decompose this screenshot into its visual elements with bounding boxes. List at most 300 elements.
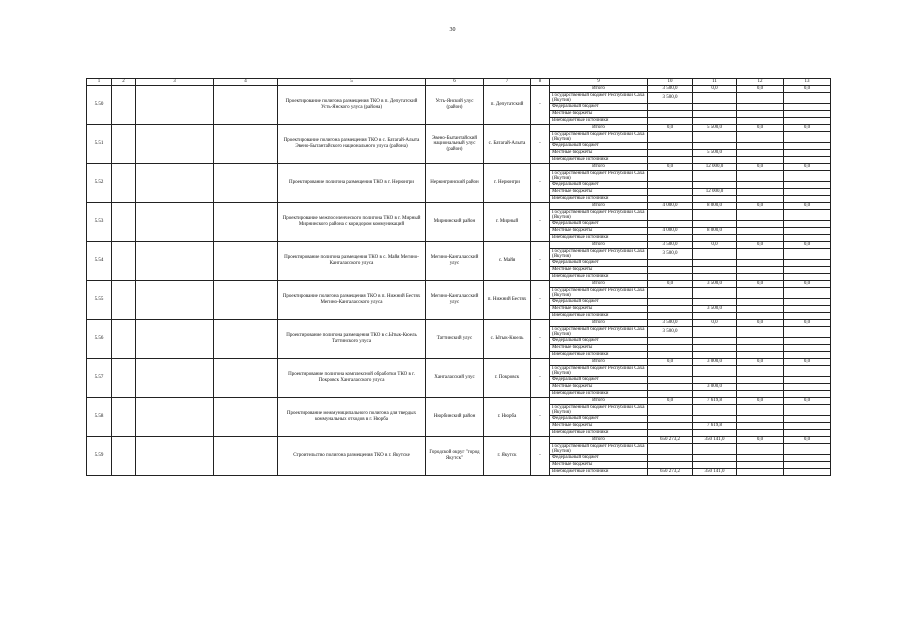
locality: г. Нюрба bbox=[484, 398, 531, 437]
amount-cell bbox=[737, 132, 784, 143]
amount-cell bbox=[693, 260, 737, 267]
amount-cell bbox=[784, 338, 831, 345]
col8-value: - bbox=[531, 203, 550, 242]
locality: г. Якутск bbox=[484, 437, 531, 476]
amount-cell: 350 141,0 bbox=[693, 469, 737, 476]
amount-cell bbox=[648, 462, 693, 469]
amount-cell bbox=[737, 462, 784, 469]
amount-cell: 0,0 bbox=[784, 242, 831, 249]
amount-cell: 0,0 bbox=[784, 86, 831, 93]
funding-source: Федеральный бюджет bbox=[550, 221, 648, 228]
amount-cell bbox=[693, 182, 737, 189]
header-row bbox=[87, 79, 831, 86]
amount-cell bbox=[737, 196, 784, 203]
amount-cell bbox=[693, 455, 737, 462]
amount-cell bbox=[784, 306, 831, 313]
amount-cell bbox=[693, 221, 737, 228]
amount-cell bbox=[648, 182, 693, 189]
district: Усть-Янский улус (район) bbox=[426, 86, 484, 125]
amount-cell bbox=[784, 423, 831, 430]
empty-cell bbox=[136, 359, 214, 398]
funding-source: Внебюджетные источники bbox=[550, 313, 648, 320]
amount-cell bbox=[784, 132, 831, 143]
amount-cell bbox=[693, 132, 737, 143]
funding-source: Федеральный бюджет bbox=[550, 338, 648, 345]
header-cell: 6 bbox=[426, 79, 484, 86]
amount-cell bbox=[648, 267, 693, 274]
amount-cell: 0,0 bbox=[737, 164, 784, 171]
amount-cell: 0,0 bbox=[737, 125, 784, 132]
funding-source: Государственный бюджет Республики Саха (Якутия) bbox=[550, 405, 648, 416]
amount-cell bbox=[693, 405, 737, 416]
amount-cell bbox=[693, 93, 737, 104]
amount-cell bbox=[693, 391, 737, 398]
header-cell: 8 bbox=[531, 79, 550, 86]
empty-cell bbox=[214, 203, 278, 242]
amount-cell bbox=[784, 157, 831, 164]
amount-cell bbox=[693, 267, 737, 274]
empty-cell bbox=[112, 281, 136, 320]
amount-cell bbox=[737, 260, 784, 267]
amount-cell bbox=[784, 327, 831, 338]
amount-cell bbox=[648, 345, 693, 352]
funding-source: Итого bbox=[550, 164, 648, 171]
amount-cell bbox=[784, 111, 831, 118]
amount-cell bbox=[737, 118, 784, 125]
funding-source: Местные бюджеты bbox=[550, 462, 648, 469]
header-cell: 13 bbox=[784, 79, 831, 86]
row-number: 5.59 bbox=[87, 437, 112, 476]
amount-cell bbox=[648, 260, 693, 267]
amount-cell: 0,0 bbox=[737, 203, 784, 210]
empty-cell bbox=[214, 359, 278, 398]
funding-source: Федеральный бюджет bbox=[550, 377, 648, 384]
funding-source: Внебюджетные источники bbox=[550, 157, 648, 164]
locality: с. Ытык-Кюель bbox=[484, 320, 531, 359]
empty-cell bbox=[214, 86, 278, 125]
locality: п. Нижний Бестях bbox=[484, 281, 531, 320]
funding-source: Федеральный бюджет bbox=[550, 416, 648, 423]
amount-cell bbox=[784, 118, 831, 125]
funding-source: Итого bbox=[550, 242, 648, 249]
amount-cell bbox=[737, 423, 784, 430]
amount-cell bbox=[737, 189, 784, 196]
amount-cell bbox=[648, 384, 693, 391]
amount-cell bbox=[648, 444, 693, 455]
amount-cell bbox=[648, 391, 693, 398]
amount-cell: 3 000,0 bbox=[693, 384, 737, 391]
object-name: Строительство полигона размещения ТКО в г. Якутске bbox=[278, 437, 426, 476]
amount-cell bbox=[648, 377, 693, 384]
amount-cell: 7 619,8 bbox=[693, 398, 737, 405]
empty-cell bbox=[136, 437, 214, 476]
object-name: Проектирование полигона размещения ТКО в п. Депутатский Усть-Янского улуса (района) bbox=[278, 86, 426, 125]
amount-cell bbox=[737, 210, 784, 221]
amount-cell bbox=[737, 93, 784, 104]
table-row bbox=[87, 398, 831, 405]
amount-cell bbox=[648, 352, 693, 359]
funding-source: Государственный бюджет Республики Саха (Якутия) bbox=[550, 366, 648, 377]
amount-cell bbox=[737, 299, 784, 306]
funding-source: Местные бюджеты bbox=[550, 423, 648, 430]
table-row bbox=[87, 125, 831, 132]
object-name: Проектирование полигона размещения ТКО в с. Батагай-Алыта Эвено-Бытантайского национального улуса (района) bbox=[278, 125, 426, 164]
funding-source: Внебюджетные источники bbox=[550, 235, 648, 242]
amount-cell: 0,0 bbox=[648, 164, 693, 171]
header-cell: 4 bbox=[214, 79, 278, 86]
amount-cell bbox=[693, 196, 737, 203]
amount-cell bbox=[648, 210, 693, 221]
empty-cell bbox=[112, 359, 136, 398]
funding-source: Итого bbox=[550, 320, 648, 327]
amount-cell bbox=[693, 143, 737, 150]
funding-source: Местные бюджеты bbox=[550, 384, 648, 391]
empty-cell bbox=[136, 242, 214, 281]
amount-cell bbox=[737, 143, 784, 150]
amount-cell bbox=[737, 104, 784, 111]
header-cell: 7 bbox=[484, 79, 531, 86]
empty-cell bbox=[214, 281, 278, 320]
funding-source: Внебюджетные источники bbox=[550, 274, 648, 281]
table-row bbox=[87, 242, 831, 249]
amount-cell: 0,0 bbox=[737, 398, 784, 405]
funding-source: Федеральный бюджет bbox=[550, 143, 648, 150]
amount-cell bbox=[737, 455, 784, 462]
col8-value: - bbox=[531, 398, 550, 437]
funding-source: Внебюджетные источники bbox=[550, 118, 648, 125]
amount-cell: 4 000,0 bbox=[648, 228, 693, 235]
funding-source: Внебюджетные источники bbox=[550, 430, 648, 437]
empty-cell bbox=[214, 437, 278, 476]
table-row bbox=[87, 203, 831, 210]
amount-cell bbox=[737, 274, 784, 281]
amount-cell bbox=[648, 274, 693, 281]
amount-cell: 0,0 bbox=[784, 164, 831, 171]
empty-cell bbox=[112, 437, 136, 476]
amount-cell bbox=[648, 338, 693, 345]
amount-cell bbox=[648, 171, 693, 182]
table-row bbox=[87, 86, 831, 93]
funding-source: Внебюджетные источники bbox=[550, 196, 648, 203]
amount-cell bbox=[648, 189, 693, 196]
amount-cell bbox=[737, 377, 784, 384]
amount-cell bbox=[737, 338, 784, 345]
amount-cell bbox=[784, 267, 831, 274]
amount-cell: 7 619,8 bbox=[693, 423, 737, 430]
funding-source: Внебюджетные источники bbox=[550, 391, 648, 398]
amount-cell bbox=[737, 430, 784, 437]
amount-cell bbox=[693, 352, 737, 359]
amount-cell bbox=[737, 249, 784, 260]
amount-cell: 3 500,0 bbox=[693, 306, 737, 313]
amount-cell bbox=[693, 111, 737, 118]
amount-cell bbox=[784, 288, 831, 299]
row-number: 5.58 bbox=[87, 398, 112, 437]
row-number: 5.51 bbox=[87, 125, 112, 164]
amount-cell bbox=[737, 313, 784, 320]
amount-cell bbox=[693, 377, 737, 384]
amount-cell: 8 000,0 bbox=[693, 228, 737, 235]
object-name: Проектирование полигона размещения ТКО в п. Нижний Бестях Мегино-Кангаласского улуса bbox=[278, 281, 426, 320]
district: Мегино-Кангаласский улус bbox=[426, 242, 484, 281]
funding-source: Государственный бюджет Республики Саха (Якутия) bbox=[550, 132, 648, 143]
amount-cell bbox=[648, 299, 693, 306]
header-cell: 9 bbox=[550, 79, 648, 86]
amount-cell bbox=[693, 274, 737, 281]
amount-cell bbox=[648, 111, 693, 118]
locality: г. Нерюнгри bbox=[484, 164, 531, 203]
amount-cell bbox=[784, 150, 831, 157]
col8-value: - bbox=[531, 86, 550, 125]
locality: г. Покровск bbox=[484, 359, 531, 398]
amount-cell: 3 500,0 bbox=[648, 93, 693, 104]
amount-cell bbox=[648, 118, 693, 125]
amount-cell: 0,0 bbox=[693, 320, 737, 327]
table-row bbox=[87, 281, 831, 288]
amount-cell bbox=[693, 235, 737, 242]
funding-source: Итого bbox=[550, 281, 648, 288]
district: Хангаласский улус bbox=[426, 359, 484, 398]
row-number: 5.56 bbox=[87, 320, 112, 359]
amount-cell bbox=[648, 104, 693, 111]
program-table bbox=[86, 78, 831, 476]
empty-cell bbox=[136, 164, 214, 203]
amount-cell bbox=[784, 171, 831, 182]
amount-cell: 0,0 bbox=[648, 398, 693, 405]
funding-source: Итого bbox=[550, 125, 648, 132]
amount-cell bbox=[693, 416, 737, 423]
amount-cell bbox=[784, 416, 831, 423]
amount-cell bbox=[784, 143, 831, 150]
amount-cell: 4 000,0 bbox=[648, 203, 693, 210]
amount-cell bbox=[648, 313, 693, 320]
amount-cell bbox=[784, 455, 831, 462]
amount-cell bbox=[737, 345, 784, 352]
amount-cell: 0,0 bbox=[648, 359, 693, 366]
col8-value: - bbox=[531, 437, 550, 476]
amount-cell bbox=[737, 327, 784, 338]
amount-cell bbox=[648, 288, 693, 299]
amount-cell bbox=[648, 416, 693, 423]
amount-cell bbox=[784, 228, 831, 235]
amount-cell bbox=[737, 391, 784, 398]
amount-cell bbox=[737, 171, 784, 182]
amount-cell bbox=[693, 313, 737, 320]
col8-value: - bbox=[531, 320, 550, 359]
amount-cell bbox=[693, 157, 737, 164]
amount-cell bbox=[737, 306, 784, 313]
amount-cell: 0,0 bbox=[737, 86, 784, 93]
amount-cell bbox=[648, 150, 693, 157]
amount-cell bbox=[693, 299, 737, 306]
amount-cell bbox=[693, 327, 737, 338]
empty-cell bbox=[112, 398, 136, 437]
amount-cell bbox=[784, 235, 831, 242]
funding-source: Федеральный бюджет bbox=[550, 455, 648, 462]
funding-source: Местные бюджеты bbox=[550, 306, 648, 313]
amount-cell bbox=[784, 93, 831, 104]
amount-cell bbox=[737, 444, 784, 455]
col8-value: - bbox=[531, 125, 550, 164]
amount-cell bbox=[737, 182, 784, 189]
header-cell: 1 bbox=[87, 79, 112, 86]
amount-cell bbox=[648, 196, 693, 203]
amount-cell bbox=[693, 462, 737, 469]
empty-cell bbox=[136, 320, 214, 359]
amount-cell bbox=[784, 189, 831, 196]
amount-cell: 0,0 bbox=[737, 281, 784, 288]
object-name: Проектирование полигона размещения ТКО в г. Нерюнгри bbox=[278, 164, 426, 203]
col8-value: - bbox=[531, 359, 550, 398]
amount-cell bbox=[737, 235, 784, 242]
amount-cell: 0,0 bbox=[737, 320, 784, 327]
object-name: Проектирование полигона комплексной обработки ТКО в г. Покровск Хангаласского улуса bbox=[278, 359, 426, 398]
amount-cell bbox=[648, 430, 693, 437]
amount-cell bbox=[648, 157, 693, 164]
amount-cell bbox=[693, 104, 737, 111]
funding-source: Итого bbox=[550, 437, 648, 444]
amount-cell bbox=[693, 338, 737, 345]
amount-cell: 12 000,0 bbox=[693, 164, 737, 171]
amount-cell: 650 273,2 bbox=[648, 469, 693, 476]
amount-cell: 0,0 bbox=[648, 281, 693, 288]
col8-value: - bbox=[531, 242, 550, 281]
amount-cell: 3 500,0 bbox=[648, 327, 693, 338]
amount-cell: 3 500,0 bbox=[648, 249, 693, 260]
object-name: Проектирование полигона размещения ТКО в с. Майя Мегино-Кангаласского улуса bbox=[278, 242, 426, 281]
amount-cell: 0,0 bbox=[784, 203, 831, 210]
amount-cell bbox=[693, 118, 737, 125]
amount-cell: 650 273,2 bbox=[648, 437, 693, 444]
empty-cell bbox=[112, 164, 136, 203]
amount-cell bbox=[784, 104, 831, 111]
amount-cell: 0,0 bbox=[737, 437, 784, 444]
col8-value: - bbox=[531, 164, 550, 203]
funding-source: Федеральный бюджет bbox=[550, 260, 648, 267]
funding-source: Государственный бюджет Республики Саха (Якутия) bbox=[550, 288, 648, 299]
amount-cell bbox=[737, 157, 784, 164]
funding-source: Итого bbox=[550, 203, 648, 210]
funding-source: Государственный бюджет Республики Саха (Якутия) bbox=[550, 171, 648, 182]
amount-cell bbox=[693, 430, 737, 437]
amount-cell: 0,0 bbox=[648, 125, 693, 132]
empty-cell bbox=[136, 86, 214, 125]
row-number: 5.54 bbox=[87, 242, 112, 281]
page-number: 30 bbox=[449, 27, 456, 33]
amount-cell bbox=[648, 423, 693, 430]
amount-cell bbox=[693, 345, 737, 352]
amount-cell: 0,0 bbox=[737, 359, 784, 366]
amount-cell bbox=[737, 469, 784, 476]
row-number: 5.50 bbox=[87, 86, 112, 125]
amount-cell bbox=[737, 150, 784, 157]
amount-cell bbox=[648, 132, 693, 143]
amount-cell bbox=[784, 249, 831, 260]
amount-cell bbox=[737, 221, 784, 228]
amount-cell: 5 500,0 bbox=[693, 125, 737, 132]
funding-source: Внебюджетные источники bbox=[550, 352, 648, 359]
amount-cell bbox=[784, 377, 831, 384]
amount-cell bbox=[648, 455, 693, 462]
amount-cell bbox=[648, 235, 693, 242]
header-cell: 11 bbox=[693, 79, 737, 86]
amount-cell bbox=[784, 196, 831, 203]
funding-source: Итого bbox=[550, 359, 648, 366]
amount-cell: 0,0 bbox=[784, 398, 831, 405]
funding-source: Местные бюджеты bbox=[550, 189, 648, 196]
header-cell: 10 bbox=[648, 79, 693, 86]
amount-cell: 3 500,0 bbox=[693, 281, 737, 288]
amount-cell bbox=[737, 416, 784, 423]
amount-cell bbox=[784, 430, 831, 437]
amount-cell: 0,0 bbox=[784, 281, 831, 288]
amount-cell bbox=[693, 444, 737, 455]
amount-cell bbox=[784, 313, 831, 320]
amount-cell bbox=[693, 366, 737, 377]
funding-source: Государственный бюджет Республики Саха (Якутия) bbox=[550, 327, 648, 338]
locality: г. Мирный bbox=[484, 203, 531, 242]
funding-source: Государственный бюджет Республики Саха (Якутия) bbox=[550, 210, 648, 221]
empty-cell bbox=[112, 242, 136, 281]
locality: п. Депутатский bbox=[484, 86, 531, 125]
amount-cell bbox=[784, 391, 831, 398]
header-cell: 5 bbox=[278, 79, 426, 86]
table-row bbox=[87, 320, 831, 327]
empty-cell bbox=[112, 203, 136, 242]
amount-cell bbox=[784, 366, 831, 377]
district: Нюрбинский район bbox=[426, 398, 484, 437]
amount-cell: 0,0 bbox=[737, 242, 784, 249]
locality: с. Батагай-Алыта bbox=[484, 125, 531, 164]
funding-source: Местные бюджеты bbox=[550, 111, 648, 118]
amount-cell bbox=[648, 143, 693, 150]
amount-cell bbox=[784, 444, 831, 455]
funding-source: Местные бюджеты bbox=[550, 267, 648, 274]
empty-cell bbox=[214, 125, 278, 164]
amount-cell bbox=[784, 299, 831, 306]
row-number: 5.55 bbox=[87, 281, 112, 320]
header-cell: 12 bbox=[737, 79, 784, 86]
empty-cell bbox=[214, 242, 278, 281]
amount-cell bbox=[784, 384, 831, 391]
amount-cell bbox=[737, 267, 784, 274]
amount-cell bbox=[737, 288, 784, 299]
amount-cell bbox=[693, 171, 737, 182]
amount-cell: 350 141,0 bbox=[693, 437, 737, 444]
amount-cell: 12 000,0 bbox=[693, 189, 737, 196]
table-row bbox=[87, 164, 831, 171]
funding-source: Государственный бюджет Республики Саха (Якутия) bbox=[550, 93, 648, 104]
amount-cell bbox=[784, 352, 831, 359]
object-name: Проектирование межмуниципального полигона для твердых коммунальных отходов в г. Нюрба bbox=[278, 398, 426, 437]
funding-source: Итого bbox=[550, 398, 648, 405]
table-row bbox=[87, 359, 831, 366]
amount-cell bbox=[737, 352, 784, 359]
empty-cell bbox=[214, 398, 278, 437]
amount-cell bbox=[784, 221, 831, 228]
amount-cell bbox=[648, 306, 693, 313]
amount-cell: 0,0 bbox=[693, 242, 737, 249]
amount-cell bbox=[784, 274, 831, 281]
empty-cell bbox=[136, 125, 214, 164]
amount-cell: 3 000,0 bbox=[693, 359, 737, 366]
district: Городской округ "город Якутск" bbox=[426, 437, 484, 476]
locality: с. Майя bbox=[484, 242, 531, 281]
header-cell: 2 bbox=[112, 79, 136, 86]
amount-cell: 0,0 bbox=[784, 437, 831, 444]
amount-cell: 0,0 bbox=[693, 86, 737, 93]
district: Эвено-Бытантайский национальный улус (район) bbox=[426, 125, 484, 164]
